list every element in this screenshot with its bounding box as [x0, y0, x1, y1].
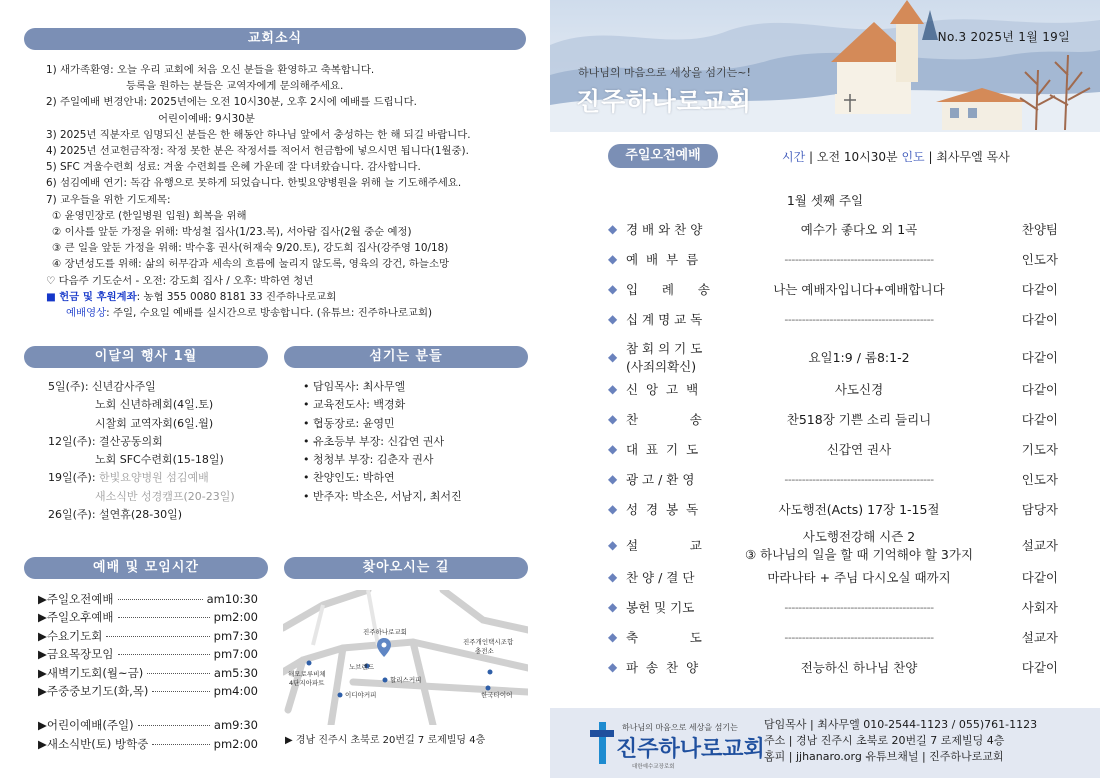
order-item-name [626, 280, 734, 298]
order-item-name [626, 220, 734, 238]
footer-address: 주소 | 경남 진주시 초북로 20번길 7 로제빌딩 4층 [764, 734, 1005, 747]
news-item: 1) 새가족환영: 오늘 우리 교회에 처음 오신 분들을 환영하고 축복합니다. [46, 64, 375, 76]
lead-label: 인도 [901, 150, 925, 164]
order-item-content-line: ------------------------------------------- [784, 630, 934, 644]
map-heading: 찾아오시는 길 [284, 557, 528, 579]
staff-item: • 협동장로: 윤영민 [303, 416, 395, 430]
order-item-name-line: 찬 송 [626, 412, 702, 427]
time-value: 오전 10시30분 [816, 150, 898, 164]
order-row [608, 464, 1058, 494]
map-label-terminal: 진주개인택시조합 [463, 638, 514, 646]
worship-time: am9:30 [213, 718, 258, 733]
order-item-name-line: (사죄의확신) [626, 359, 697, 374]
news-item: 4) 2025년 선교헌금작정: 작정 못한 분은 작정서를 적어서 헌금함에 넣으시면 됩니다(1월중). [46, 145, 469, 158]
event-item [48, 488, 268, 506]
order-item-leader: 다같이 [1021, 412, 1058, 427]
worship-time: am10:30 [206, 592, 258, 606]
order-item-name-line: 참 회 의 기 도 [626, 341, 703, 356]
staff-item: • 담임목사: 최사무엘 [303, 380, 406, 393]
staff-item: • 반주자: 박소은, 서남지, 최서진 [303, 489, 462, 503]
order-item-content-line: ------------------------------------------- [784, 472, 934, 486]
order-item-leader: 설교자 [1021, 538, 1058, 553]
order-item-content-line: ③ 하나님의 일을 할 때 기억해야 할 3가지 [744, 547, 974, 562]
order-row [608, 374, 1058, 404]
order-item-leader: 다같이 [1021, 350, 1058, 365]
order-item-name-line: 성 경 봉 독 [626, 502, 699, 517]
map-label-hollys: 할리스커피 [390, 676, 422, 684]
worship-time-row [38, 716, 258, 734]
worship-label: ▶수요기도회 [38, 628, 103, 643]
worship-heading: 예배 및 모임시간 [24, 557, 268, 579]
video-text: : 주일, 수요일 예배를 실시간으로 방송합니다. (유튜브: 진주하나로교회) [106, 307, 433, 320]
order-item-name [626, 658, 734, 676]
events-heading: 이달의 행사 1월 [24, 346, 268, 368]
order-item-name [626, 470, 734, 488]
cross-logo-icon [590, 722, 614, 764]
staff-list [303, 378, 533, 506]
event-item [48, 396, 268, 414]
worship-time: pm4:00 [213, 684, 258, 699]
next-prayer-order: ♡ 다음주 기도순서 - 오전: 강도희 집사 / 오후: 박하연 청년 [46, 274, 314, 287]
order-item-name-line: 신 앙 고 백 [626, 382, 699, 397]
worship-time-row [38, 645, 258, 663]
worship-label: ▶새벽기도회(월~금) [38, 665, 144, 680]
right-panel [550, 0, 1100, 778]
diamond-icon: ◆ [608, 412, 618, 426]
footer-slogan: 하나님의 마음으로 세상을 섬기는 [622, 723, 738, 732]
order-item-name-line: 설 교 [626, 538, 702, 553]
dotted-leader [106, 636, 209, 637]
diamond-icon: ◆ [608, 312, 618, 326]
diamond-icon: ◆ [608, 660, 618, 674]
news-item: 5) SFC 겨울수련회 성료: 겨울 수련회를 은혜 가운데 잘 다녀왔습니다. 감사합니다. [46, 161, 421, 174]
diamond-icon: ◆ [608, 538, 618, 552]
order-item-name-line: 예 배 부 름 [626, 252, 699, 267]
news-item: 7) 교우들을 위한 기도제목: [46, 193, 171, 206]
hero-banner [550, 0, 1100, 132]
event-text: 시찰회 교역자회(6일.월) [95, 416, 214, 430]
order-item-content-line: 사도행전강해 시즌 2 [802, 529, 916, 544]
order-item-content-line: ------------------------------------------- [784, 600, 934, 614]
order-row [608, 244, 1058, 274]
issue-date: No.3 2025년 1월 19일 [937, 30, 1070, 44]
order-row [608, 339, 1058, 375]
worship-label: ▶주중중보기도(화,목) [38, 684, 149, 699]
footer-contact [764, 717, 1037, 765]
footer-web: 홈피 | jjhanaro.org 유튜브채널 | 진주하나로교회 [764, 750, 1004, 763]
event-date: 12일(주): [48, 434, 96, 448]
order-item-content [734, 410, 984, 428]
order-row [608, 214, 1058, 244]
order-item-name-line: 십 계 명 교 독 [626, 312, 703, 327]
order-item-leader: 기도자 [1021, 442, 1058, 457]
worship-time: pm2:00 [213, 736, 258, 751]
order-item-content [734, 631, 984, 644]
order-item-content [734, 220, 984, 238]
news-item: 등록을 원하는 분들은 교역자에게 문의해주세요. [126, 80, 344, 93]
video-info [46, 305, 536, 321]
event-text: 신년감사주일 [92, 380, 156, 393]
worship-time: pm7:30 [213, 628, 258, 643]
order-item-name-line: 봉헌 및 기도 [626, 600, 695, 615]
map-label-apt: 해모로루비체 [288, 670, 326, 678]
order-row [608, 404, 1058, 434]
order-item-name [626, 310, 734, 328]
prayer-item: ② 이사를 앞둔 가정을 위해: 박성철 집사(1/23.목), 서아람 집사(2월 중순 예정) [52, 226, 412, 239]
separator: | [809, 150, 814, 164]
order-item-content-line: ------------------------------------------- [784, 252, 934, 266]
order-item-name [626, 568, 734, 586]
worship-time-row [38, 735, 258, 753]
dotted-leader [118, 599, 203, 600]
staff-item: • 교육전도사: 백경화 [303, 398, 406, 412]
staff-item: • 찬양인도: 박하연 [303, 471, 395, 485]
order-item-name-line: 파 송 찬 양 [626, 660, 699, 675]
event-item [48, 378, 268, 396]
prayer-item: ④ 장년성도를 위해: 삶의 허무감과 세속의 흐름에 눌리지 않도록, 영육의 강건, 하늘소망 [52, 258, 450, 271]
left-panel [0, 0, 548, 778]
map-label-ediya: 이디야커피 [345, 691, 377, 699]
order-title: 1월 셋째 주일 [786, 193, 864, 208]
order-item-content [734, 253, 984, 266]
dotted-leader [152, 691, 209, 692]
order-item-leader: 담당자 [1021, 502, 1058, 517]
order-item-leader: 다같이 [1021, 282, 1058, 297]
order-item-leader: 사회자 [1021, 600, 1058, 615]
separator: | [928, 150, 933, 164]
order-item-content-line: ------------------------------------------- [784, 312, 934, 326]
staff-item: • 청청부 부장: 김춘자 권사 [303, 453, 434, 467]
worship-time-row [38, 682, 258, 700]
bank-account [46, 289, 536, 305]
order-row [608, 652, 1058, 682]
diamond-icon: ◆ [608, 252, 618, 266]
order-item-content-line: 마라나타 + 주님 다시오실 때까지 [767, 570, 951, 585]
dotted-leader [118, 654, 210, 655]
event-text: 노회 신년하례회(4일.토) [95, 398, 214, 412]
order-item-name [626, 536, 734, 554]
service-title: 주일오전예배 [608, 144, 718, 168]
order-item-name-line: 입 례 송 [626, 282, 710, 297]
order-row [608, 562, 1058, 592]
order-item-content [734, 380, 984, 398]
footer [550, 708, 1100, 778]
worship-time-row [38, 664, 258, 682]
map-label-church: 진주하나로교회 [363, 628, 407, 636]
order-item-name [626, 410, 734, 428]
diamond-icon: ◆ [608, 350, 618, 364]
news-item: 어린이예배: 9시30분 [158, 112, 255, 125]
worship-label: ▶새소식반(토) 방학중 [38, 736, 149, 751]
order-item-name [626, 598, 734, 616]
order-item-name [626, 628, 734, 646]
staff-item: • 유초등부 부장: 신갑연 권사 [303, 434, 445, 448]
church-address: ▶ 경남 진주시 초북로 20번길 7 로제빌딩 4층 [285, 735, 486, 746]
event-item [48, 451, 268, 469]
order-item-content [734, 527, 984, 563]
order-item-content-line: 사도행전(Acts) 17장 1-15절 [778, 502, 940, 517]
order-item-name-line: 찬 양 / 결 단 [626, 570, 695, 585]
staff-heading: 섬기는 분들 [284, 346, 528, 368]
order-item-name-line: 경 배 와 찬 양 [626, 222, 703, 237]
dotted-leader [118, 617, 210, 618]
order-item-name-line: 대 표 기 도 [626, 442, 699, 457]
order-item-content-line: 신갑연 권사 [826, 442, 892, 457]
video-label: 예배영상 [66, 307, 107, 320]
events-list [48, 378, 268, 524]
dotted-leader [138, 725, 210, 726]
worship-label: ▶주일오전예배 [38, 592, 114, 606]
order-item-leader: 다같이 [1021, 382, 1058, 397]
diamond-icon: ◆ [608, 570, 618, 584]
order-item-content [734, 601, 984, 614]
worship-times [38, 590, 258, 753]
diamond-icon: ◆ [608, 630, 618, 644]
order-item-content [734, 473, 984, 486]
footer-denomination: 대한예수교장로회 [632, 764, 675, 770]
dotted-leader [147, 673, 210, 674]
order-item-leader: 다같이 [1021, 660, 1058, 675]
news-heading: 교회소식 [24, 28, 526, 50]
worship-label: ▶주일오후예배 [38, 610, 114, 625]
news-list [46, 62, 536, 321]
order-item-content [734, 348, 984, 366]
order-row [608, 304, 1058, 334]
order-item-leader: 다같이 [1021, 570, 1058, 585]
order-item-leader: 인도자 [1021, 252, 1058, 267]
order-item-name [626, 339, 734, 375]
order-item-content-line: 나는 예배자입니다+예배합니다 [773, 282, 945, 297]
news-item: 3) 2025년 직분자로 임명되신 분들은 한 해동안 하나님 앞에서 충성하는 한 해 되길 바랍니다. [46, 128, 471, 141]
bank-text: : 농협 355 0080 8181 33 진주하나로교회 [136, 290, 337, 303]
order-row [608, 274, 1058, 304]
news-item: 6) 섬김예배 연기: 독감 유행으로 못하게 되었습니다. 한빛요양병원을 위해 늘 기도해주세요. [46, 177, 462, 190]
spacer [38, 700, 258, 716]
event-item [48, 469, 268, 487]
worship-time-row [38, 627, 258, 645]
map-label-tire: 한국타이어 [481, 691, 513, 699]
event-text: 새소식반 성경캠프(20-23일) [95, 489, 235, 503]
dotted-leader [152, 744, 209, 745]
diamond-icon: ◆ [608, 442, 618, 456]
order-item-content [734, 280, 984, 298]
diamond-icon: ◆ [608, 382, 618, 396]
diamond-icon: ◆ [608, 502, 618, 516]
order-item-name-line: 광 고 / 환 영 [626, 472, 695, 487]
event-text: 결산공동의회 [99, 434, 163, 448]
event-text: 한빛요양병원 섬김예배 [99, 471, 209, 485]
map-label-nobrand: 노브랜드 [349, 663, 375, 671]
order-item-content [734, 500, 984, 518]
order-item-content [734, 313, 984, 326]
worship-time: pm2:00 [213, 610, 258, 625]
event-date: 5일(주): [48, 380, 89, 393]
order-item-content-line: 예수가 좋다오 외 1곡 [800, 222, 918, 237]
time-label: 시간 [782, 150, 806, 164]
order-item-content-line: 전능하신 하나님 찬양 [800, 660, 918, 675]
order-item-leader: 찬양팀 [1021, 222, 1058, 237]
worship-label: ▶금요목장모임 [38, 647, 114, 662]
order-item-content-line: 요일1:9 / 롬8:1-2 [808, 350, 910, 365]
order-item-leader: 설교자 [1021, 630, 1058, 645]
order-item-name [626, 380, 734, 398]
event-item [48, 506, 268, 524]
worship-time-row [38, 590, 258, 608]
footer-church-name: 진주하나로교회 [616, 737, 765, 762]
event-date: 26일(주): [48, 508, 96, 522]
diamond-icon: ◆ [608, 282, 618, 296]
square-icon: ■ [46, 290, 56, 303]
diamond-icon: ◆ [608, 472, 618, 486]
news-item: 2) 주일예배 변경안내: 2025년에는 오전 10시30분, 오후 2시에 예배를 드립니다. [46, 96, 417, 109]
order-row [608, 622, 1058, 652]
order-item-name [626, 440, 734, 458]
lead-value: 최사무엘 목사 [936, 150, 1010, 164]
location-map [283, 590, 528, 725]
diamond-icon: ◆ [608, 600, 618, 614]
slogan: 하나님의 마음으로 세상을 섬기는~! [578, 66, 751, 79]
order-item-leader: 다같이 [1021, 312, 1058, 327]
prayer-item: ③ 큰 일을 앞둔 가정을 위해: 박수홍 권사(허재숙 9/20.토), 강도희 집사(강주영 10/18) [52, 242, 449, 255]
service-info [782, 148, 1010, 165]
bank-label: 헌금 및 후원계좌 [59, 290, 137, 303]
order-row [608, 494, 1058, 524]
event-item [48, 433, 268, 451]
worship-label: ▶어린이예배(주일) [38, 718, 134, 733]
order-item-content [734, 440, 984, 458]
order-item-leader: 인도자 [1021, 472, 1058, 487]
order-item-content-line: 찬518장 기쁜 소리 들리니 [786, 412, 932, 427]
church-title: 진주하나로교회 [576, 87, 753, 116]
worship-time: pm7:00 [213, 647, 258, 662]
event-text: 설연휴(28-30일) [99, 508, 183, 522]
order-item-content [734, 658, 984, 676]
order-item-name-line: 축 도 [626, 630, 702, 645]
order-row [608, 592, 1058, 622]
order-item-name [626, 500, 734, 518]
prayer-item: ① 윤영민장로 (한일병원 입원) 회복을 위해 [52, 209, 247, 222]
map-label-terminal2: 충전소 [475, 647, 494, 655]
worship-time: am5:30 [213, 665, 258, 680]
order-row [608, 434, 1058, 464]
event-text: 노회 SFC수련회(15-18일) [95, 453, 224, 467]
worship-time-row [38, 608, 258, 626]
event-date: 19일(주): [48, 471, 96, 485]
map-label-apt2: 4단지아파트 [289, 679, 325, 687]
map-graphic [283, 590, 528, 725]
footer-pastor: 담임목사 | 최사무엘 010-2544-1123 / 055)761-1123 [764, 718, 1038, 731]
order-item-name [626, 250, 734, 268]
order-item-content [734, 568, 984, 586]
order-row [608, 527, 1058, 563]
event-item [48, 415, 268, 433]
order-item-content-line: 사도신경 [834, 382, 884, 397]
diamond-icon: ◆ [608, 222, 618, 236]
